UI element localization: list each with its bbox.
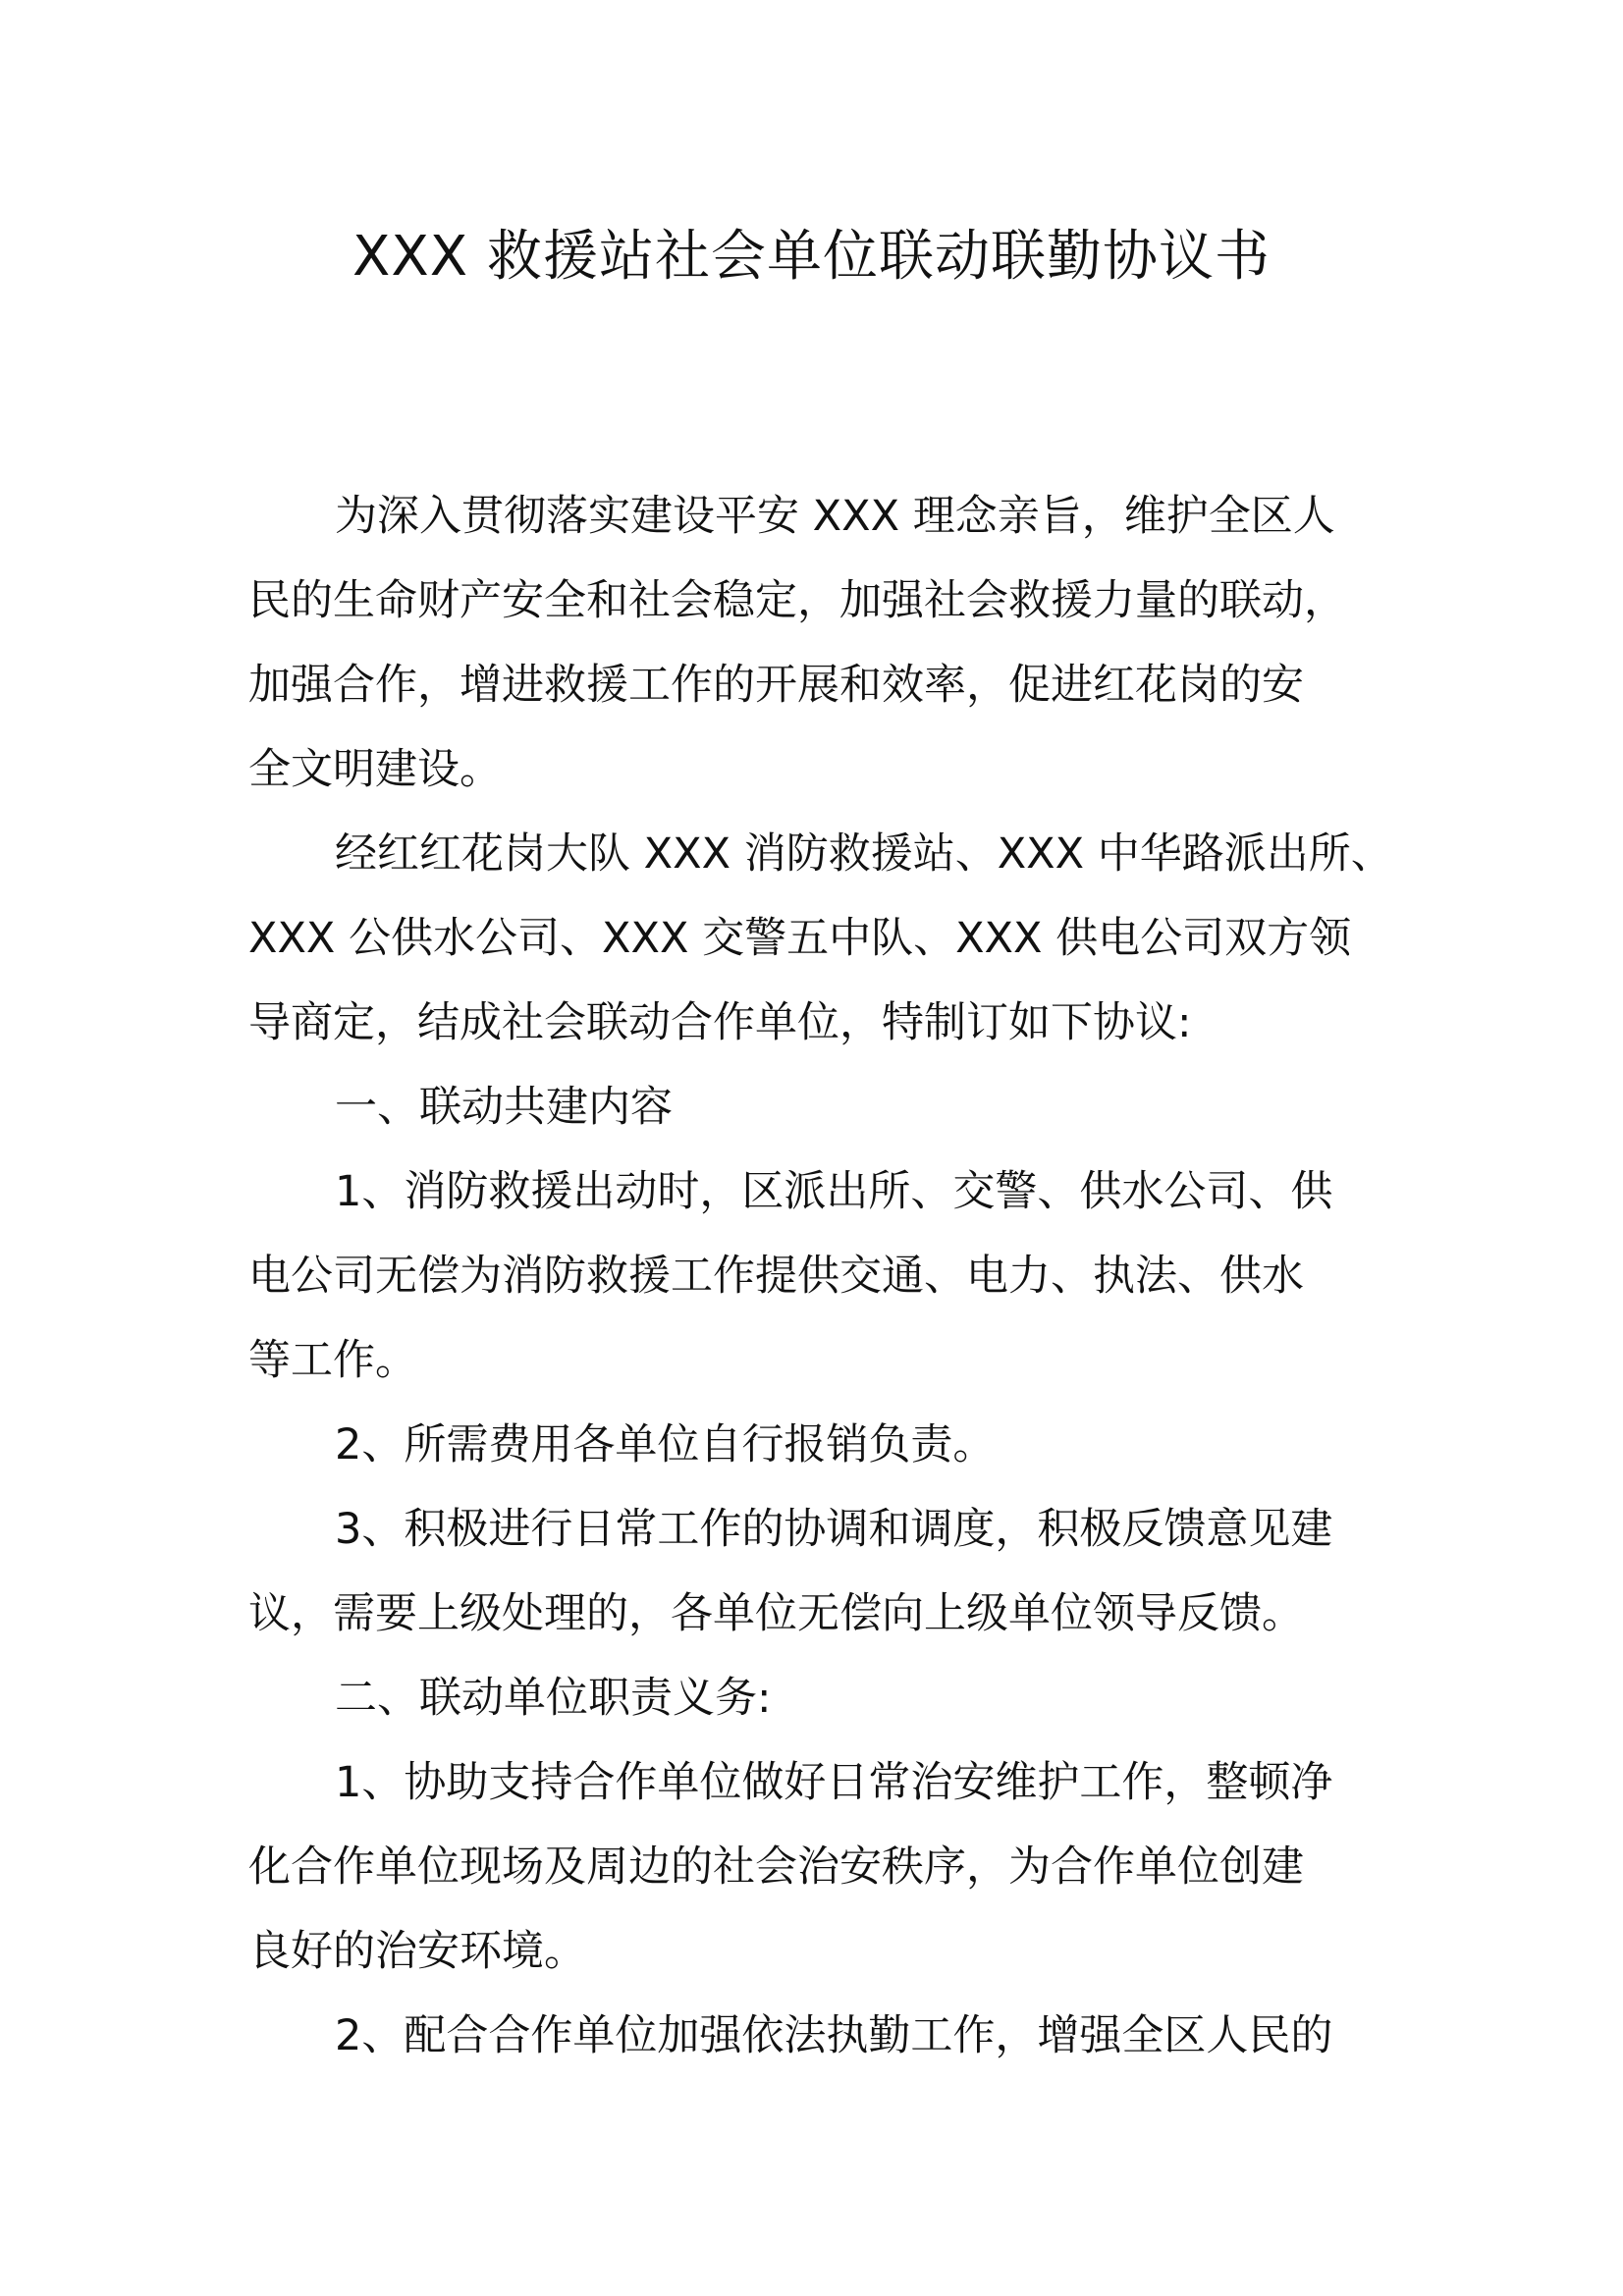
paragraph-line: XXX 公供水公司、XXX 交警五中队、XXX 供电公司双方领 — [248, 914, 1352, 963]
paragraph-line: 加强合作，增进救援工作的开展和效率，促进红花岗的安 — [248, 661, 1304, 710]
section-heading: 一、联动共建内容 — [335, 1083, 673, 1132]
paragraph-line: 1、协助支持合作单位做好日常治安维护工作，整顿净 — [335, 1758, 1333, 1807]
paragraph-line: 议，需要上级处理的，各单位无偿向上级单位领导反馈。 — [248, 1589, 1304, 1638]
document-title: XXX 救援站社会单位联动联勤协议书 — [352, 225, 1271, 289]
paragraph-line: 良好的治安环境。 — [248, 1927, 586, 1976]
section-heading: 二、联动单位职责义务: — [335, 1674, 772, 1723]
paragraph-line: 电公司无偿为消防救援工作提供交通、电力、执法、供水 — [248, 1252, 1304, 1301]
paragraph-line: 3、积极进行日常工作的协调和调度，积极反馈意见建 — [335, 1505, 1333, 1554]
paragraph-line: 化合作单位现场及周边的社会治安秩序，为合作单位创建 — [248, 1842, 1304, 1892]
paragraph-line: 全文明建设。 — [248, 745, 502, 794]
paragraph-line: 2、所需费用各单位自行报销负责。 — [335, 1420, 996, 1469]
paragraph-line: 经红红花岗大队 XXX 消防救援站、XXX 中华路派出所、 — [335, 829, 1393, 879]
paragraph-line: 1、消防救援出动时，区派出所、交警、供水公司、供 — [335, 1167, 1333, 1216]
paragraph-line: 为深入贯彻落实建设平安 XXX 理念亲旨，维护全区人 — [335, 492, 1335, 541]
paragraph-line: 导商定，结成社会联动合作单位，特制订如下协议: — [248, 998, 1192, 1047]
paragraph-line: 等工作。 — [248, 1336, 417, 1385]
paragraph-line: 民的生命财产安全和社会稳定，加强社会救援力量的联动， — [248, 576, 1346, 625]
paragraph-line: 2、配合合作单位加强依法执勤工作，增强全区人民的 — [335, 2011, 1333, 2060]
